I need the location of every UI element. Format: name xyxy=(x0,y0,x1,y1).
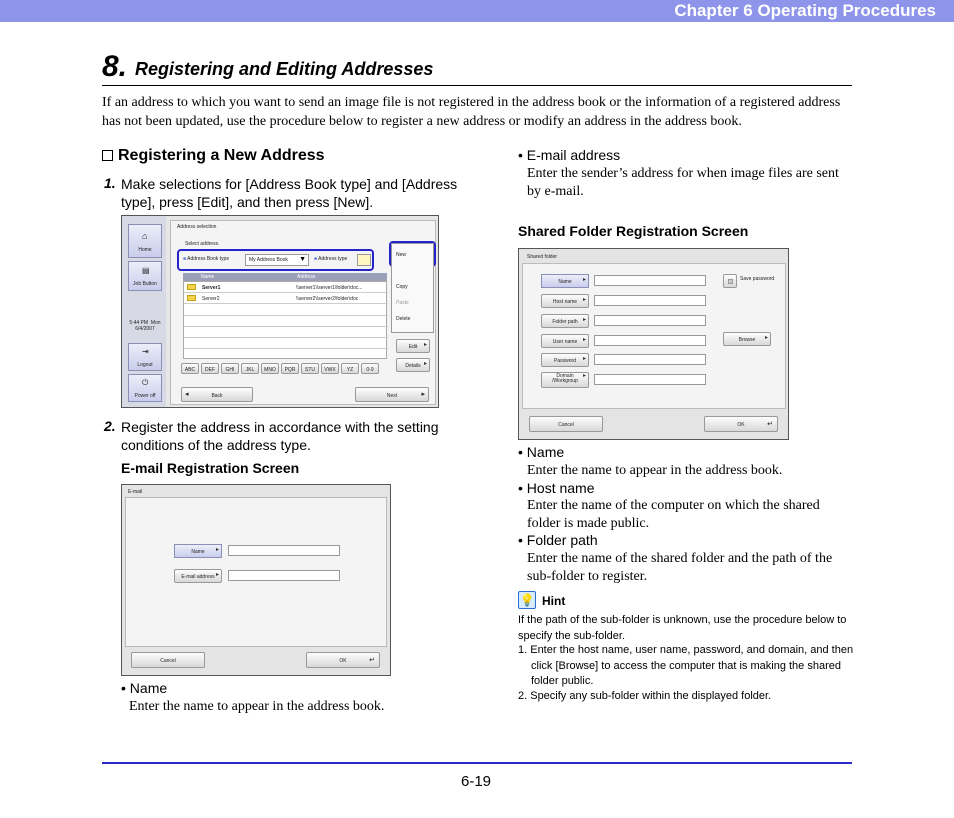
enter-icon: ↵ xyxy=(767,421,773,428)
bullet-host: • Host name xyxy=(518,480,595,496)
back-button[interactable] xyxy=(181,387,253,402)
hint-item1: 1. Enter the host name, user name, password, and domain, and then click [Browse] to access the computer that is making the shared folder public. xyxy=(518,644,854,687)
chevron-down-icon: ▼ xyxy=(299,256,306,263)
power-off-label: Power off xyxy=(134,393,156,399)
step-1-number: 1. xyxy=(104,175,116,191)
letter-tabs xyxy=(181,363,391,375)
menu-paste[interactable]: Paste xyxy=(396,300,409,306)
logout-label: Logout xyxy=(137,362,153,368)
address-type-label: ■ Address type xyxy=(314,256,348,262)
row-address: \\server1\\server1\folder\doc... xyxy=(296,285,363,291)
bullet-email-desc: Enter the sender’s address for when image files are sent by e-mail. xyxy=(527,166,839,199)
tab-stu[interactable] xyxy=(301,363,319,374)
logout-button[interactable] xyxy=(128,343,162,371)
tab-label: MNO xyxy=(264,367,276,373)
job-button-label: Job Button xyxy=(133,281,157,287)
bullet-name-left: • Name xyxy=(121,680,168,696)
chapter-header-bar xyxy=(0,0,954,22)
tab-label: ABC xyxy=(184,367,196,373)
tab-pqr[interactable] xyxy=(281,363,299,374)
email-form-panel xyxy=(125,497,387,647)
select-address-label: Select address. xyxy=(185,241,220,247)
back-label: Back xyxy=(211,393,223,399)
enter-icon: ↵ xyxy=(369,657,375,664)
address-selection-screenshot xyxy=(121,215,439,408)
step-1-text: Make selections for [Address Book type] and [Address type], press [Edit], and then press [New]. xyxy=(121,176,458,210)
name-button[interactable] xyxy=(541,274,589,288)
password-button[interactable] xyxy=(541,353,589,367)
browse-label: Browse xyxy=(738,337,756,343)
table-row[interactable] xyxy=(184,282,388,293)
address-type-select[interactable] xyxy=(357,254,371,266)
bullet-folder: • Folder path xyxy=(518,532,598,548)
email-screen-title: E-mail xyxy=(128,489,143,495)
table-row[interactable] xyxy=(184,293,388,304)
user-name-button[interactable] xyxy=(541,334,589,348)
bullet-folder-desc: Enter the name of the shared folder and the path of the sub-folder to register. xyxy=(527,551,833,584)
row-divider xyxy=(184,348,388,349)
ok-label: OK xyxy=(339,658,347,664)
save-password-label: Save password xyxy=(740,276,775,282)
password-field[interactable] xyxy=(594,354,706,365)
password-label: Password xyxy=(554,358,576,364)
shared-screen-heading: Shared Folder Registration Screen xyxy=(518,223,749,239)
section-heading: Registering and Editing Addresses xyxy=(135,59,434,79)
book-type-text: Address Book type xyxy=(187,256,230,262)
row-divider xyxy=(184,326,388,327)
row-name: Server1 xyxy=(202,285,221,291)
menu-delete[interactable]: Delete xyxy=(396,316,411,322)
name-field[interactable] xyxy=(228,545,340,556)
step-2-number: 2. xyxy=(104,418,116,434)
menu-copy[interactable]: Copy xyxy=(396,284,408,290)
tab-vwx[interactable] xyxy=(321,363,339,374)
folder-path-label: Folder path xyxy=(552,319,578,325)
edit-button[interactable] xyxy=(396,339,430,353)
save-password-checkbox[interactable] xyxy=(723,274,737,288)
hint-line1: If the path of the sub-folder is unknown, use the procedure below to specify the sub-folder. xyxy=(518,614,847,642)
shared-folder-screenshot xyxy=(518,248,789,440)
name-button-label: Name xyxy=(191,549,205,555)
power-icon: ⏻ xyxy=(142,378,149,387)
home-label: Home xyxy=(138,247,152,253)
section-title xyxy=(102,50,852,86)
chevron-left-icon: ◂ xyxy=(185,391,189,398)
email-registration-screenshot xyxy=(121,484,391,676)
menu-new[interactable]: New xyxy=(396,252,407,258)
folder-path-field[interactable] xyxy=(594,315,706,326)
email-address-button[interactable] xyxy=(174,569,222,583)
cancel-label: Cancel xyxy=(160,658,176,664)
intro-paragraph: If an address to which you want to send an image file is not registered in the address book or the information of a registered address has not been updated, use the procedure below to register a new address or modify an address in the address book. xyxy=(102,95,841,129)
folder-path-button[interactable] xyxy=(541,314,589,328)
folder-icon xyxy=(187,295,196,301)
tab-label: PQR xyxy=(284,367,296,373)
footer-rule xyxy=(102,762,852,764)
cancel-label: Cancel xyxy=(558,422,574,428)
job-button[interactable] xyxy=(128,261,162,291)
ok-button[interactable] xyxy=(704,416,778,432)
lightbulb-icon: 💡 xyxy=(519,593,535,607)
row-divider xyxy=(184,337,388,338)
email-address-button-label: E-mail address xyxy=(181,574,215,580)
next-button[interactable] xyxy=(355,387,429,402)
domain-field[interactable] xyxy=(594,374,706,385)
row-name: Server2 xyxy=(202,296,220,302)
tab-jkl[interactable] xyxy=(241,363,259,374)
tab-mno[interactable] xyxy=(261,363,279,374)
domain-label: Domain /Workgroup xyxy=(552,373,578,384)
edit-menu xyxy=(391,243,434,333)
tab-label: VWX xyxy=(324,367,336,373)
details-label: Details xyxy=(405,363,421,369)
tab-ghi[interactable] xyxy=(221,363,239,374)
address-type-text: Address type xyxy=(318,256,348,262)
book-type-label: ■ Address Book type xyxy=(183,256,230,262)
tab-abc[interactable] xyxy=(181,363,199,374)
section-number: 8. xyxy=(102,50,128,83)
bullet-host-desc: Enter the name of the computer on which the shared folder is made public. xyxy=(527,498,820,531)
browse-button[interactable] xyxy=(723,332,771,346)
ok-button[interactable] xyxy=(306,652,380,668)
host-name-field[interactable] xyxy=(594,295,706,306)
address-selection-panel xyxy=(170,220,436,405)
tab-yz[interactable] xyxy=(341,363,359,374)
name-button[interactable] xyxy=(174,544,222,558)
hint-title: Hint xyxy=(542,594,566,608)
email-address-field[interactable] xyxy=(228,570,340,581)
ok-label: OK xyxy=(737,422,745,428)
tab-0-9[interactable] xyxy=(361,363,379,374)
email-screen-heading: E-mail Registration Screen xyxy=(121,460,300,476)
details-button[interactable] xyxy=(396,358,430,372)
subsection-heading xyxy=(102,147,325,165)
name-field[interactable] xyxy=(594,275,706,286)
tab-label: DEF xyxy=(205,367,215,373)
folder-icon xyxy=(187,284,196,290)
column-name: Name xyxy=(201,274,215,280)
cancel-button[interactable] xyxy=(529,416,603,432)
edit-label: Edit xyxy=(408,344,418,350)
job-button-icon: ▤ xyxy=(142,266,150,275)
checkbox-icon xyxy=(728,279,733,284)
home-icon: ⌂ xyxy=(142,231,148,241)
tab-label: STU xyxy=(305,367,315,373)
hint-item2: 2. Specify any sub-folder within the displayed folder. xyxy=(518,690,772,702)
next-label: Next xyxy=(386,393,398,399)
column-address: Address xyxy=(297,274,316,280)
row-address: \\server2\\server2\folder\doc xyxy=(296,296,359,302)
clock-readout: 5:44 PM Mon 6/4/2007 xyxy=(129,320,161,332)
domain-button[interactable] xyxy=(541,372,589,388)
tab-label: GHI xyxy=(225,367,235,373)
step-2-text: Register the address in accordance with the setting conditions of the address type. xyxy=(121,419,439,453)
bullet-name-right: • Name xyxy=(518,444,565,460)
list-header xyxy=(183,273,387,281)
bullet-email: • E-mail address xyxy=(518,147,621,163)
home-button[interactable] xyxy=(128,224,162,258)
name-label: Name xyxy=(558,279,572,285)
power-off-button[interactable] xyxy=(128,374,162,402)
chevron-right-icon: ▸ xyxy=(421,391,425,398)
subsection-heading-text: Registering a New Address xyxy=(118,147,325,164)
cancel-button[interactable] xyxy=(131,652,205,668)
tab-def[interactable] xyxy=(201,363,219,374)
chapter-title: Chapter 6 Operating Procedures xyxy=(674,1,936,20)
logout-icon: ⇥ xyxy=(142,347,149,356)
bullet-name-right-desc: Enter the name to appear in the address book. xyxy=(527,463,783,478)
address-list xyxy=(183,281,387,359)
tab-label: 0-9 xyxy=(366,367,374,373)
page-number: 6-19 xyxy=(461,773,492,790)
tab-label: YZ xyxy=(346,367,354,373)
book-type-select[interactable] xyxy=(245,254,309,266)
host-name-label: Host name xyxy=(552,299,578,305)
user-name-label: User name xyxy=(552,339,578,345)
tab-label: JKL xyxy=(245,367,255,373)
shared-screen-title: Shared folder xyxy=(527,254,558,260)
checkbox-square-icon xyxy=(102,150,113,161)
bullet-name-left-desc: Enter the name to appear in the address book. xyxy=(129,699,385,714)
panel-title: Address selection xyxy=(177,224,217,230)
shared-form-panel xyxy=(522,263,786,409)
user-name-field[interactable] xyxy=(594,335,706,346)
row-divider xyxy=(184,315,388,316)
host-name-button[interactable] xyxy=(541,294,589,308)
book-type-value: My Address Book xyxy=(249,257,288,263)
